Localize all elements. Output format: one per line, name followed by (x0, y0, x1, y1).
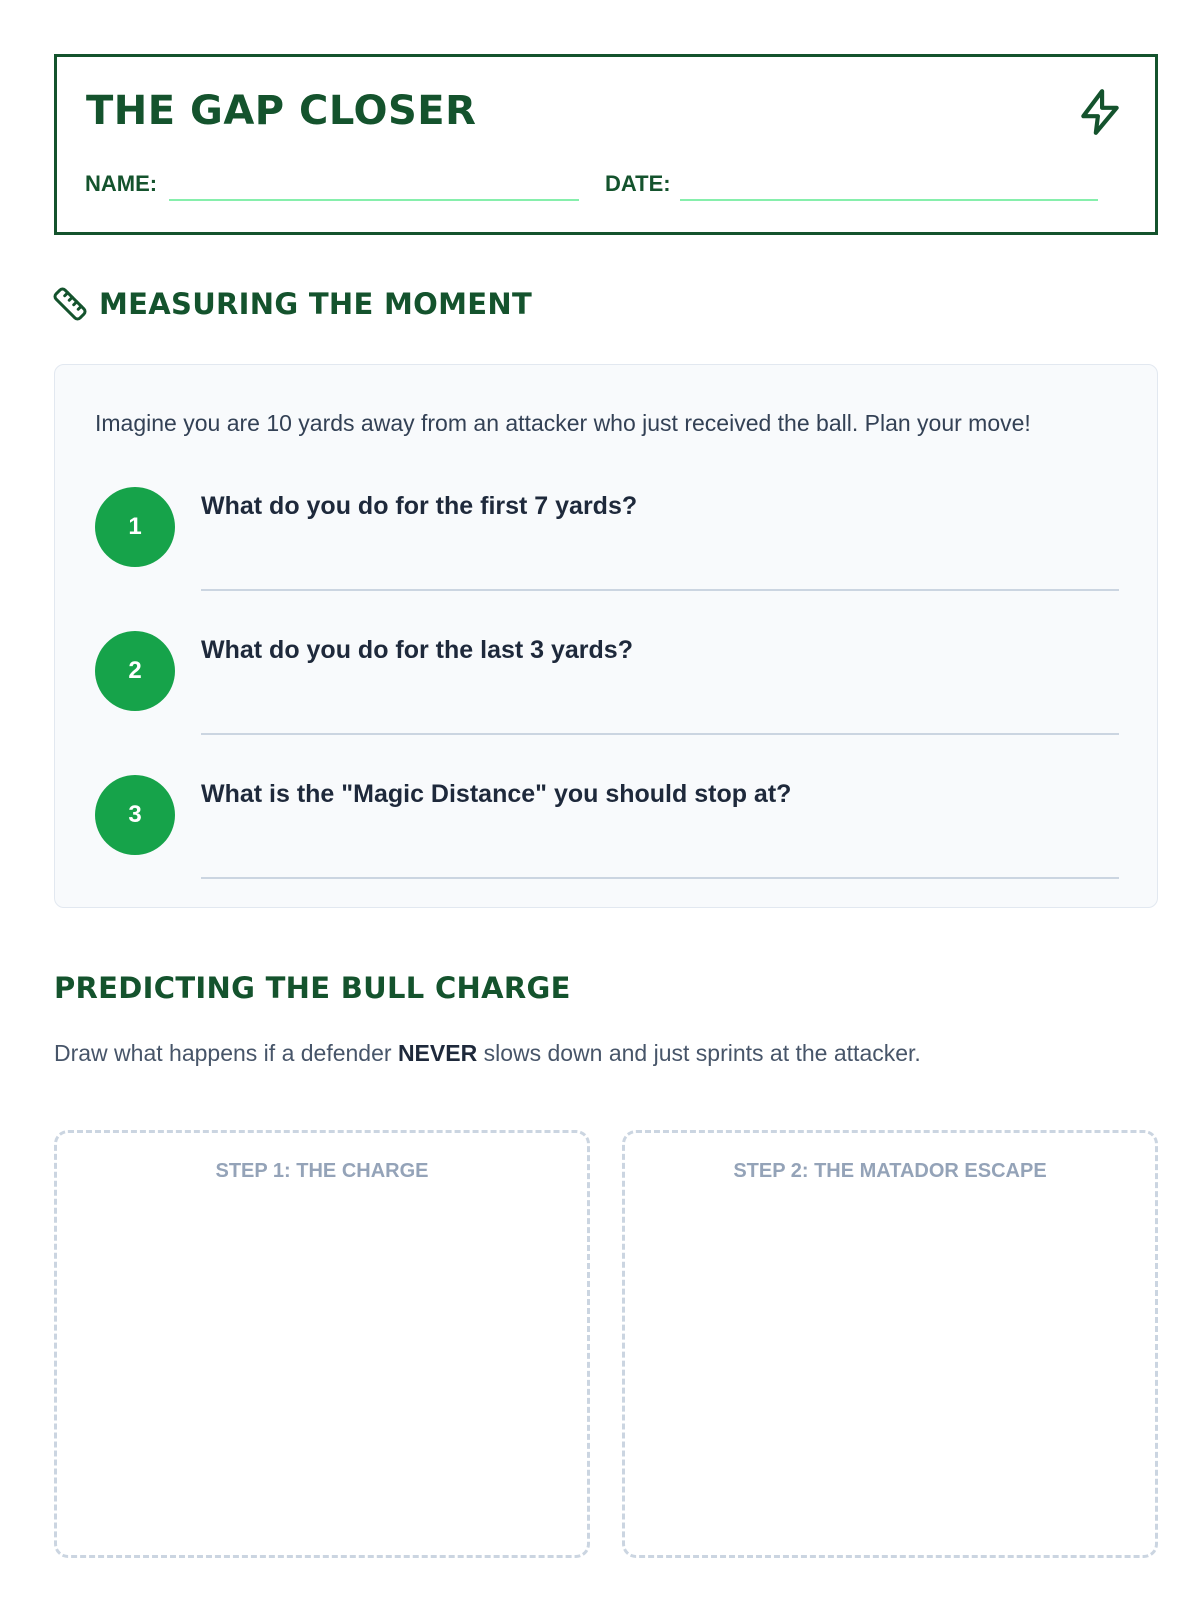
question-card (54, 364, 1158, 908)
question-text: What do you do for the first 7 yards? (201, 492, 638, 520)
question-item (95, 631, 1119, 763)
scenario-intro: Imagine you are 10 yards away from an attacker who just received the ball. Plan your move! (95, 410, 1031, 436)
question-number-badge: 1 (95, 487, 175, 567)
lightning-bolt-icon (1075, 87, 1125, 137)
question-text: What do you do for the last 3 yards? (201, 636, 633, 664)
answer-line[interactable] (201, 877, 1119, 879)
instructions-emphasis: NEVER (397, 1040, 478, 1066)
question-number-badge: 2 (95, 631, 175, 711)
drawing-box-step-1[interactable] (54, 1130, 590, 1558)
date-label: DATE: (605, 171, 671, 196)
name-label: NAME: (85, 171, 158, 196)
question-number-badge: 3 (95, 775, 175, 855)
drawing-instructions (54, 1040, 921, 1068)
answer-line[interactable] (201, 589, 1119, 591)
drawing-box-label: STEP 1: THE CHARGE (215, 1160, 429, 1182)
worksheet-header (54, 54, 1158, 235)
section-heading-measuring: MEASURING THE MOMENT (99, 287, 533, 321)
name-field[interactable] (169, 199, 579, 201)
instructions-text-end: slows down and just sprints at the attacker. (477, 1040, 921, 1066)
drawing-box-step-2[interactable] (622, 1130, 1158, 1558)
instructions-text-start: Draw what happens if a defender (54, 1040, 398, 1066)
section-heading-bull-charge: PREDICTING THE BULL CHARGE (54, 971, 571, 1005)
answer-line[interactable] (201, 733, 1119, 735)
question-item (95, 487, 1119, 619)
ruler-icon (52, 286, 88, 322)
question-item (95, 775, 1119, 907)
date-field[interactable] (680, 199, 1098, 201)
worksheet-title: THE GAP CLOSER (86, 88, 477, 134)
drawing-box-label: STEP 2: THE MATADOR ESCAPE (733, 1160, 1047, 1182)
question-text: What is the "Magic Distance" you should stop at? (201, 780, 792, 808)
